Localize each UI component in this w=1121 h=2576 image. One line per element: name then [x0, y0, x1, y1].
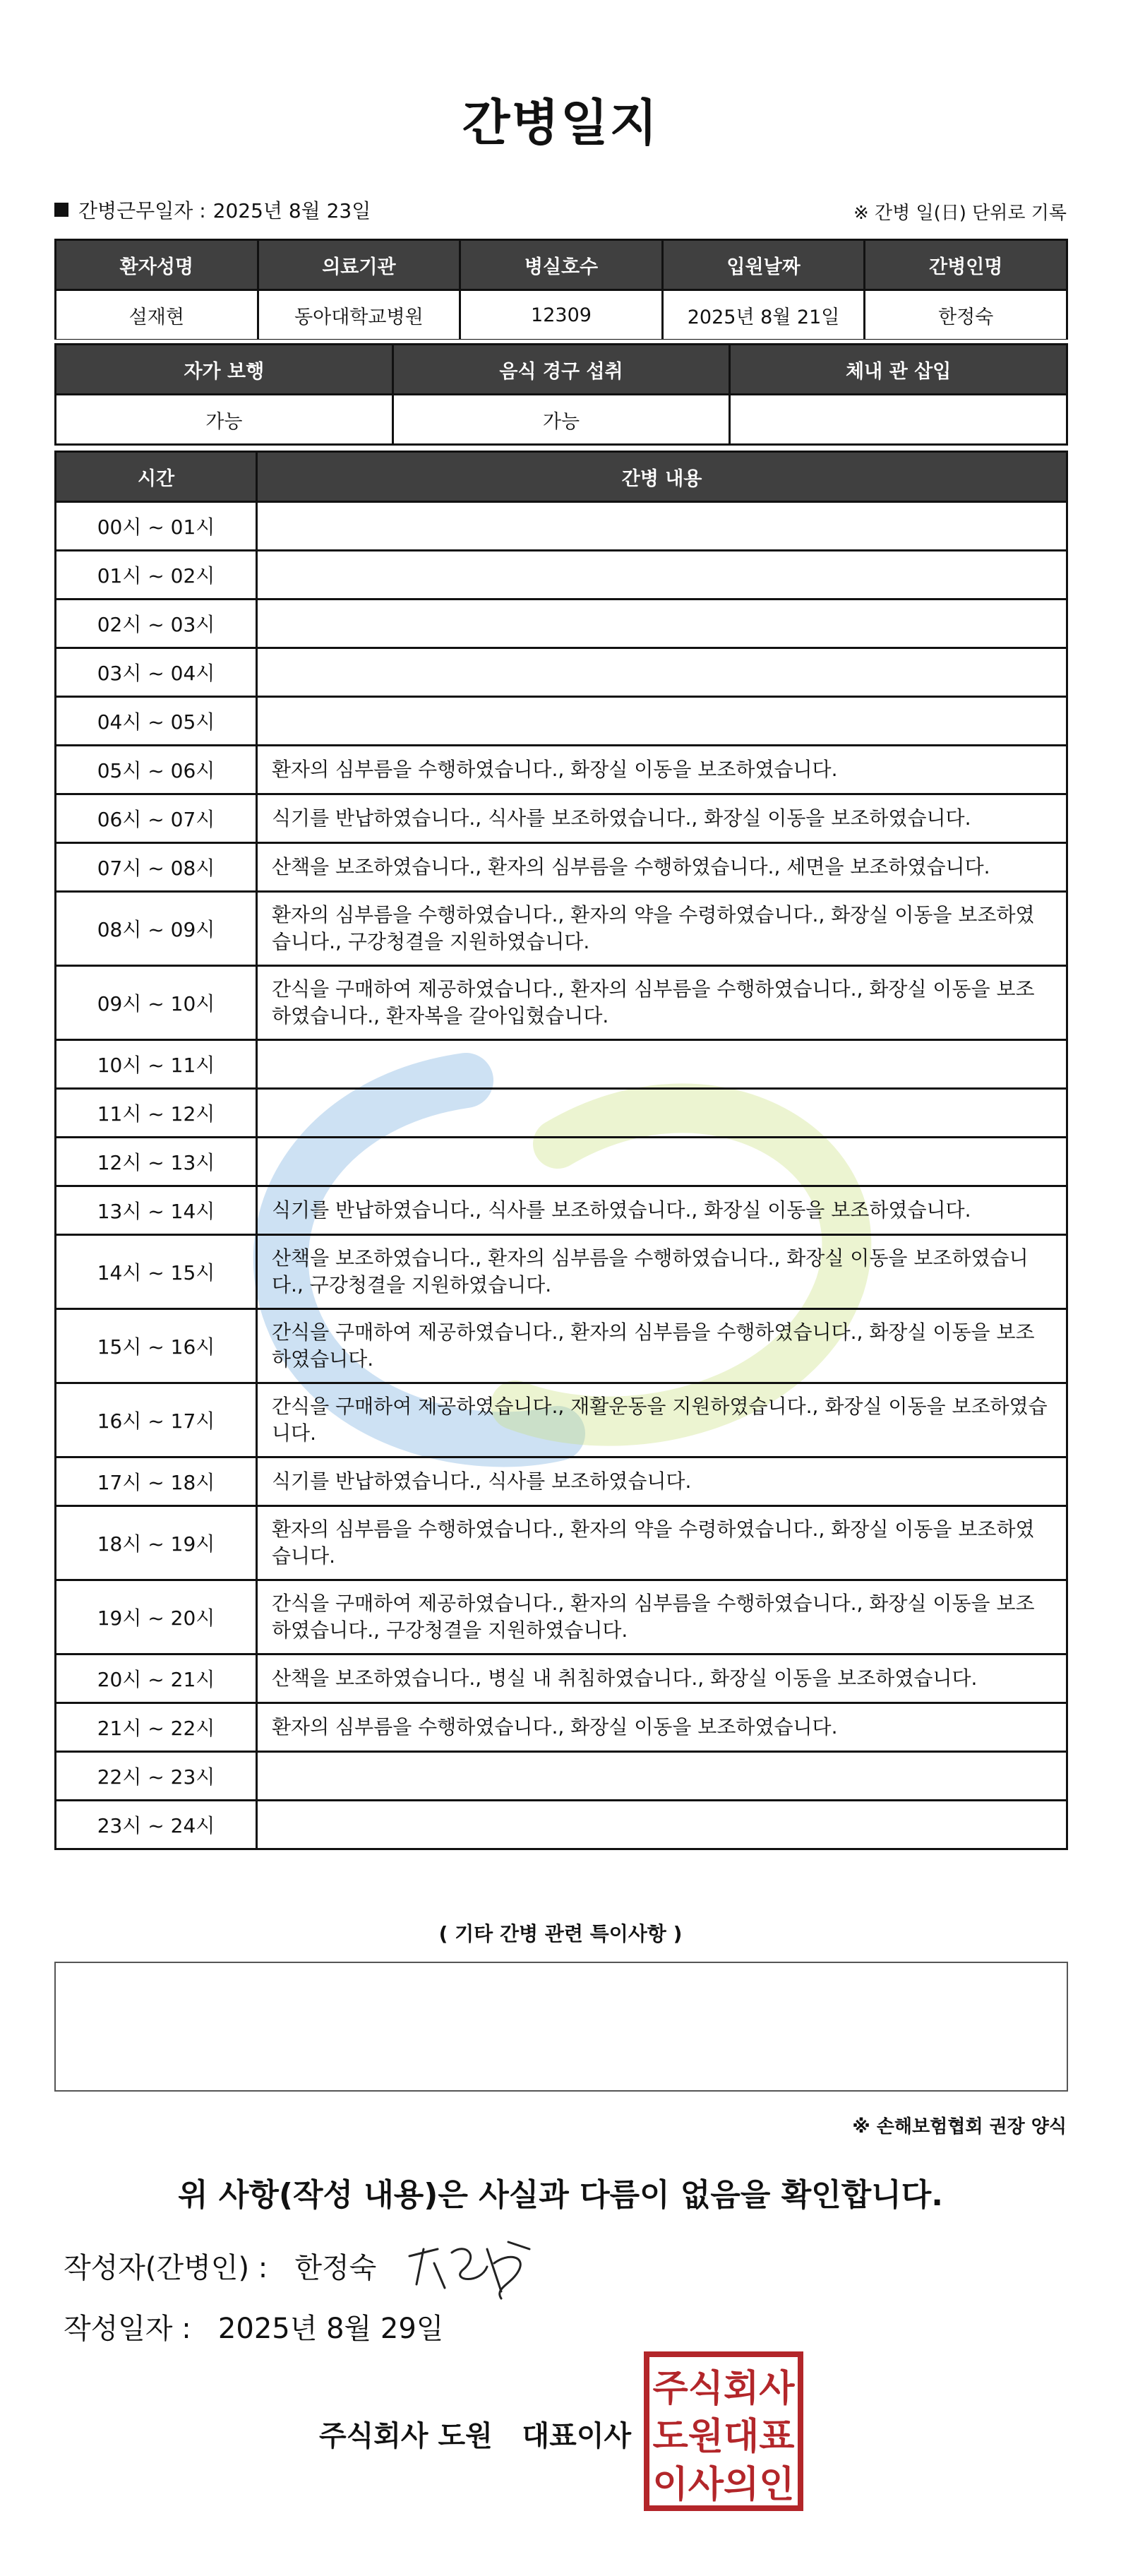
schedule-time-cell: 01시 ~ 02시: [56, 551, 257, 600]
svg-text:이사의인: 이사의인: [652, 2464, 795, 2506]
svg-text:주식회사: 주식회사: [652, 2368, 795, 2410]
schedule-time-cell: 10시 ~ 11시: [56, 1040, 257, 1089]
schedule-content-cell: [257, 1801, 1067, 1849]
schedule-row: [56, 892, 1067, 966]
schedule-time-cell: 18시 ~ 19시: [56, 1506, 257, 1580]
schedule-content-cell: 식기를 반납하였습니다., 식사를 보조하였습니다., 화장실 이동을 보조하였습니다.: [257, 794, 1067, 843]
patient-value-cell: 동아대학교병원: [258, 290, 460, 340]
writer-line: [64, 2246, 376, 2286]
work-date-value: 2025년 8월 23일: [212, 199, 371, 222]
schedule-content-cell: 식기를 반납하였습니다., 식사를 보조하였습니다.: [257, 1457, 1067, 1506]
schedule-time-cell: 02시 ~ 03시: [56, 600, 257, 648]
schedule-row: [56, 843, 1067, 892]
schedule-row: [56, 1235, 1067, 1309]
schedule-row: [56, 1654, 1067, 1703]
patient-value-cell: 2025년 8월 21일: [662, 290, 865, 340]
schedule-content-cell: [257, 1138, 1067, 1186]
schedule-content-cell: [257, 600, 1067, 648]
schedule-row: [56, 1506, 1067, 1580]
schedule-header-content: 간병 내용: [257, 452, 1067, 502]
schedule-time-cell: 19시 ~ 20시: [56, 1580, 257, 1654]
patient-header-cell: 의료기관: [258, 240, 460, 290]
schedule-time-cell: 00시 ~ 01시: [56, 502, 257, 551]
schedule-time-cell: 23시 ~ 24시: [56, 1801, 257, 1849]
schedule-time-cell: 04시 ~ 05시: [56, 697, 257, 746]
schedule-row: [56, 746, 1067, 794]
schedule-time-cell: 07시 ~ 08시: [56, 843, 257, 892]
schedule-row: [56, 1703, 1067, 1752]
ceo-title: 대표이사: [522, 2420, 632, 2452]
schedule-content-cell: [257, 1089, 1067, 1138]
confirmation-statement: 위 사항(작성 내용)은 사실과 다름이 없음을 확인합니다.: [178, 2177, 943, 2213]
schedule-content-cell: 간식을 구매하여 제공하였습니다., 환자의 심부름을 수행하였습니다., 화장실 이동을 보조하였습니다., 구강청결을 지원하였습니다.: [257, 1580, 1067, 1654]
patient-value-cell: 한정숙: [865, 290, 1067, 340]
patient-value-cell: 설재현: [56, 290, 258, 340]
ability-value-cell: 가능: [56, 395, 393, 445]
patient-header-cell: 간병인명: [865, 240, 1067, 290]
schedule-time-cell: 06시 ~ 07시: [56, 794, 257, 843]
schedule-time-cell: 05시 ~ 06시: [56, 746, 257, 794]
writer-name: 한정숙: [294, 2252, 377, 2284]
schedule-time-cell: 09시 ~ 10시: [56, 966, 257, 1040]
notes-box: [54, 1962, 1068, 2092]
schedule-content-cell: 환자의 심부름을 수행하였습니다., 환자의 약을 수령하였습니다., 화장실 이동을 보조하였습니다.: [257, 1506, 1067, 1580]
square-bullet-icon: [54, 203, 68, 217]
patient-info-table: [54, 239, 1068, 341]
handwritten-signature-icon: [395, 2228, 536, 2306]
ability-value-cell: 가능: [392, 395, 730, 445]
schedule-time-cell: 21시 ~ 22시: [56, 1703, 257, 1752]
schedule-row: [56, 1801, 1067, 1849]
written-date-label: 작성일자 :: [64, 2313, 191, 2345]
company-seal-icon: [642, 2350, 805, 2512]
schedule-time-cell: 17시 ~ 18시: [56, 1457, 257, 1506]
schedule-time-cell: 15시 ~ 16시: [56, 1309, 257, 1383]
schedule-row: [56, 966, 1067, 1040]
schedule-content-cell: [257, 1040, 1067, 1089]
schedule-content-cell: [257, 551, 1067, 600]
schedule-content-cell: 산책을 보조하였습니다., 환자의 심부름을 수행하였습니다., 화장실 이동을 보조하였습니다., 구강청결을 지원하였습니다.: [257, 1235, 1067, 1309]
company-name: 주식회사 도원: [319, 2420, 493, 2452]
schedule-content-cell: 환자의 심부름을 수행하였습니다., 화장실 이동을 보조하였습니다.: [257, 1703, 1067, 1752]
schedule-content-cell: 식기를 반납하였습니다., 식사를 보조하였습니다., 화장실 이동을 보조하였습니다.: [257, 1186, 1067, 1235]
schedule-time-cell: 08시 ~ 09시: [56, 892, 257, 966]
schedule-time-cell: 22시 ~ 23시: [56, 1752, 257, 1801]
schedule-row: [56, 1040, 1067, 1089]
page-title: 간병일지: [462, 94, 659, 152]
schedule-content-cell: 간식을 구매하여 제공하였습니다., 환자의 심부름을 수행하였습니다., 화장실 이동을 보조하였습니다.: [257, 1309, 1067, 1383]
ability-header-cell: 자가 보행: [56, 345, 393, 395]
written-date-line: [64, 2306, 443, 2347]
schedule-row: [56, 1457, 1067, 1506]
schedule-row: [56, 551, 1067, 600]
work-date-line: [54, 196, 371, 224]
schedule-header-time: 시간: [56, 452, 257, 502]
company-line: [319, 2414, 631, 2454]
ability-header-cell: 음식 경구 섭취: [392, 345, 730, 395]
schedule-row: [56, 1580, 1067, 1654]
schedule-row: [56, 600, 1067, 648]
schedule-row: [56, 697, 1067, 746]
schedule-time-cell: 03시 ~ 04시: [56, 648, 257, 697]
schedule-row: [56, 1089, 1067, 1138]
schedule-row: [56, 794, 1067, 843]
written-date-value: 2025년 8월 29일: [217, 2313, 444, 2345]
association-note: ※ 손해보험협회 권장 양식: [852, 2116, 1067, 2137]
unit-note: ※ 간병 일(日) 단위로 기록: [853, 203, 1067, 224]
schedule-content-cell: 환자의 심부름을 수행하였습니다., 화장실 이동을 보조하였습니다.: [257, 746, 1067, 794]
patient-value-cell: 12309: [460, 290, 663, 340]
schedule-row: [56, 648, 1067, 697]
schedule-time-cell: 16시 ~ 17시: [56, 1383, 257, 1457]
schedule-content-cell: 산책을 보조하였습니다., 환자의 심부름을 수행하였습니다., 세면을 보조하였습니다.: [257, 843, 1067, 892]
schedule-content-cell: 간식을 구매하여 제공하였습니다., 환자의 심부름을 수행하였습니다., 화장실 이동을 보조하였습니다., 환자복을 갈아입혔습니다.: [257, 966, 1067, 1040]
schedule-content-cell: [257, 648, 1067, 697]
schedule-content-cell: 환자의 심부름을 수행하였습니다., 환자의 약을 수령하였습니다., 화장실 이동을 보조하였습니다., 구강청결을 지원하였습니다.: [257, 892, 1067, 966]
schedule-row: [56, 1138, 1067, 1186]
schedule-content-cell: [257, 502, 1067, 551]
schedule-row: [56, 1309, 1067, 1383]
schedule-content-cell: [257, 697, 1067, 746]
schedule-time-cell: 20시 ~ 21시: [56, 1654, 257, 1703]
schedule-time-cell: 14시 ~ 15시: [56, 1235, 257, 1309]
schedule-row: [56, 1752, 1067, 1801]
ability-header-cell: 체내 관 삽입: [730, 345, 1067, 395]
notes-title: ( 기타 간병 관련 특이사항 ): [438, 1922, 683, 1945]
work-date-label: 간병근무일자 :: [78, 199, 206, 222]
schedule-time-cell: 11시 ~ 12시: [56, 1089, 257, 1138]
schedule-row: [56, 1383, 1067, 1457]
patient-header-cell: 환자성명: [56, 240, 258, 290]
schedule-content-cell: 산책을 보조하였습니다., 병실 내 취침하였습니다., 화장실 이동을 보조하였습니다.: [257, 1654, 1067, 1703]
schedule-content-cell: 간식을 구매하여 제공하였습니다., 재활운동을 지원하였습니다., 화장실 이동을 보조하였습니다.: [257, 1383, 1067, 1457]
schedule-time-cell: 12시 ~ 13시: [56, 1138, 257, 1186]
schedule-row: [56, 1186, 1067, 1235]
schedule-content-cell: [257, 1752, 1067, 1801]
patient-header-cell: 입원날짜: [662, 240, 865, 290]
care-schedule-table: [54, 451, 1068, 1850]
patient-ability-table: [54, 343, 1068, 446]
schedule-time-cell: 13시 ~ 14시: [56, 1186, 257, 1235]
writer-label: 작성자(간병인) :: [64, 2252, 268, 2284]
schedule-row: [56, 502, 1067, 551]
patient-header-cell: 병실호수: [460, 240, 663, 290]
ability-value-cell: [730, 395, 1067, 445]
svg-text:도원대표: 도원대표: [652, 2416, 795, 2458]
